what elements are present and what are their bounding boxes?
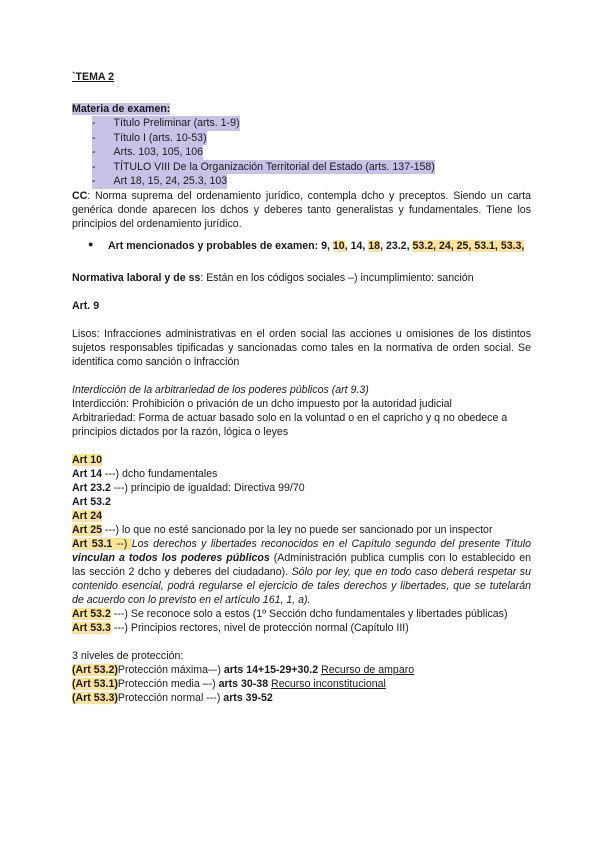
materia-heading <box>72 102 531 116</box>
interdiccion-heading: Interdicción de la arbitrariedad de los poderes públicos (art 9.3) <box>72 383 369 396</box>
dash-marker: - <box>92 117 96 129</box>
niveles-heading: 3 niveles de protección: <box>72 649 184 662</box>
art232-line: Art 23.2 ---) principio de igualdad: Directiva 99/70 <box>72 481 305 494</box>
document-title: `TEMA 2 <box>72 71 114 83</box>
materia-item: - Título I (arts. 10-53) <box>92 131 207 144</box>
materia-label: Materia de examen: <box>72 103 171 115</box>
art532-line: Art 53.2 <box>72 495 111 508</box>
art9-heading: Art. 9 <box>72 299 100 312</box>
art10-line: Art 10 <box>72 453 103 466</box>
materia-item: - Art 18, 15, 24, 25.3, 103 <box>92 175 228 187</box>
bullet-icon: ● <box>88 238 94 249</box>
exam-articles-bullet: ● Art mencionados y probables de examen: 9, 10, 14, 18, 23.2, 53.2, 24, 25, 53.1, 53.3, <box>88 238 525 252</box>
art532b-line: Art 53.2 ---) Se reconoce solo a estos (1º Sección dcho fundamentales y libertades públicas) <box>72 607 508 620</box>
art25-line: Art 25 ---) lo que no esté sancionado por la ley no puede ser sancionado por un inspector <box>72 523 493 536</box>
materia-list <box>72 116 531 189</box>
art533-line: Art 53.3 ---) Principios rectores, nivel de protección normal (Capítulo III) <box>72 621 409 634</box>
cc-paragraph: CC: Norma suprema del ordenamiento jurídico, contempla dcho y preceptos. Siendo un carta genérica donde aparecen los dchos y deberes tanto generalistas y fundamentales. Tiene los principios del ordenamiento jurídico. <box>72 189 531 230</box>
recurso-amparo-link: Recurso de amparo <box>321 663 415 676</box>
materia-item: - Título Preliminar (arts. 1-9) <box>92 117 240 129</box>
materia-item: - TÍTULO VIII De la Organización Territorial del Estado (arts. 137-158) <box>92 160 435 173</box>
dash-marker: - <box>92 160 96 173</box>
nivel-line: (Art 53.1)Protección media –-) arts 30-38 Recurso inconstitucional <box>72 677 386 690</box>
art24-line: Art 24 <box>72 509 103 522</box>
art14-line: Art 14 ---) dcho fundamentales <box>72 467 218 480</box>
dash-marker: - <box>92 146 96 158</box>
art531-paragraph: Art 53.1 --) Los derechos y libertades reconocidos en el Capítulo segundo del presente Título vinculan a todos los poderes públicos (Administración publica cumplis con lo establecido en las sección 2 dcho y deberes del ciudadano). Sólo por ley, que en todo caso deberá respetar su contenido esencial, podrá regularse el ejercicio de tales derechos y libertades, que se tutelarán de acuerdo con lo previsto en el artículo 161, 1, a). <box>72 537 532 606</box>
arbitrariedad-text: Arbitrariedad: Forma de actuar basado solo en la voluntad o en el capricho y q no obedece a principios dictados por la razón, lógica o leyes <box>72 411 508 438</box>
dash-marker: - <box>92 131 96 144</box>
recurso-inconstitucional-link: Recurso inconstitucional <box>271 677 386 690</box>
document-page <box>72 70 531 705</box>
interdiccion-text: Interdicción: Prohibición o privación de un dcho impuesto por la autoridad judicial <box>72 397 452 410</box>
dash-marker: - <box>92 175 96 187</box>
nivel-line: (Art 53.3)Protección normal ---) arts 39-52 <box>72 691 273 704</box>
normativa-paragraph: Normativa laboral y de ss: Están en los códigos sociales –) incumplimiento: sanción <box>72 271 474 284</box>
nivel-line: (Art 53.2)Protección máxima–-) arts 14+15-29+30.2 Recurso de amparo <box>72 663 415 676</box>
materia-item: - Arts. 103, 105, 106 <box>92 146 204 158</box>
lisos-paragraph: Lisos: Infracciones administrativas en el orden social las acciones u omisiones de los distintos sujetos responsables tipificadas y sancionadas como tales en la normativa de orden social. Se identifica como sanción o infracción <box>72 327 531 368</box>
